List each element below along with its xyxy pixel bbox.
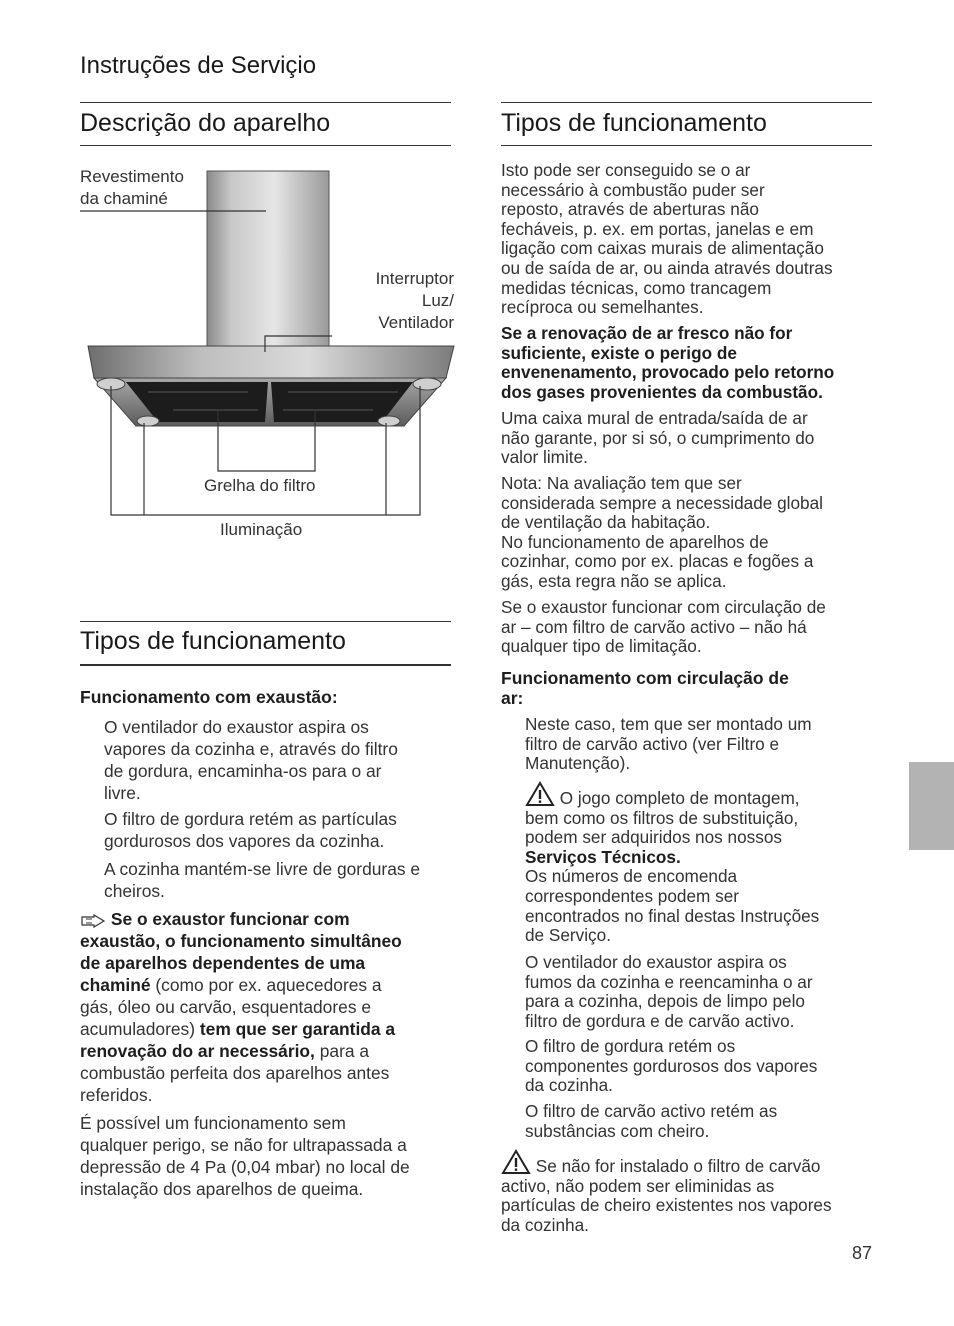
warning-icon [501,1149,531,1175]
divider [501,102,872,103]
recirc-paragraph-2: O jogo completo de montagem, bem como os filtros de substituição, podem ser adquiridos nos nossos Serviços Técnicos. Os números de encomenda correspondentes podem ser encontrados no final destas Instruções de Serviço. [525,781,819,946]
lamp [378,416,400,426]
paragraph-note: Nota: Na avaliação tem que ser considerada sempre a necessidade global de ventilação da habitação. No funcionamento de aparelhos de cozinhar, como por ex. placas e fogões a gás, esta regra não se aplica. [501,473,823,591]
exhaust-paragraph-2: O filtro de gordura retém as partículas gordurosos dos vapores da cozinha. [104,809,397,851]
carbon-filter-warning: Se não for instalado o filtro de carvão activo, não podem ser eliminidas as partículas de cheiro existentes nos vapores da cozinha. [501,1149,832,1235]
label-switch: Interruptor Luz/ Ventilador [375,269,454,332]
warning-icon [525,781,555,807]
exhaust-heading: Funcionamento com exaustão: [80,687,338,707]
label-lighting: Iluminação [220,520,303,539]
recirc-paragraph-3: O ventilador do exaustor aspira os fumos da cozinha e reencaminha o ar para a cozinha, depois de limpo pelo filtro de gordura e de carvão activo. [525,952,813,1031]
lamp [137,416,159,426]
chimney [207,171,329,346]
paragraph-air-supply: Isto pode ser conseguido se o ar necessário à combustão puder ser reposto, através de aberturas não fecháveis, p. ex. em portas, janelas e em ligação com caixas murais de alimentação ou de saída de ar, ou ainda através doutras medidas técnicas, como trancagem recíproca ou semelhantes. [501,160,833,318]
page-header: Instruções de Serviçio [80,52,317,79]
final-paragraph: É possível um funcionamento sem qualquer perigo, se não for ultrapassada a depressão de 4 Pa (0,04 mbar) no local de instalação dos aparelhos de queima. [80,1113,410,1199]
recirc-paragraph-4: O filtro de gordura retém os componentes gordurosos dos vapores da cozinha. [525,1036,818,1096]
divider [80,145,451,146]
page-number: 87 [851,1243,872,1263]
recirc-paragraph-1: Neste caso, tem que ser montado um filtro de carvão activo (ver Filtro e Manutenção). [525,714,812,774]
chapter-tab [909,762,954,850]
recirculation-heading: Funcionamento com circulação de ar: [501,668,789,708]
canopy [88,346,454,378]
label-filter: Grelha do filtro [204,476,316,495]
exhaust-paragraph-3: A cozinha mantém-se livre de gorduras e cheiros. [104,859,421,901]
poisoning-warning: Se a renovação de ar fresco não for suficiente, existe o perigo de envenenamento, provocado pelo retorno dos gases provenientes da combustão. [501,323,835,402]
lamp [413,378,441,390]
hood-diagram [78,160,458,520]
divider [501,145,872,146]
divider [80,664,451,666]
chimney-warning: Se o exaustor funcionar com exaustão, o funcionamento simultâneo de aparelhos dependentes de uma chaminé (como por ex. aquecedores a gás, óleo ou carvão, esquentadores e acumuladores) tem que ser garantida a renovação do ar necessário, para a combustão perfeita dos aparelhos antes referidos. [80,909,402,1105]
recirc-paragraph-5: O filtro de carvão activo retém as substâncias com cheiro. [525,1101,778,1141]
exhaust-paragraph-1: O ventilador do exaustor aspira os vapores da cozinha e, através do filtro de gordura, encaminha-os para o ar livre. [104,717,398,803]
paragraph-recirculation: Se o exaustor funcionar com circulação de ar – com filtro de carvão activo – não há qualquer tipo de limitação. [501,597,826,657]
paragraph-wall-box: Uma caixa mural de entrada/saída de ar não garante, por si só, o cumprimento do valor limite. [501,408,815,468]
label-chimney: Revestimento da chaminé [80,167,184,208]
divider [80,621,451,622]
operation-title: Tipos de funcionamento [80,627,346,655]
right-title: Tipos de funcionamento [501,109,767,137]
description-title: Descrição do aparelho [80,109,331,137]
pointing-hand-icon [80,914,106,928]
divider [80,102,451,103]
